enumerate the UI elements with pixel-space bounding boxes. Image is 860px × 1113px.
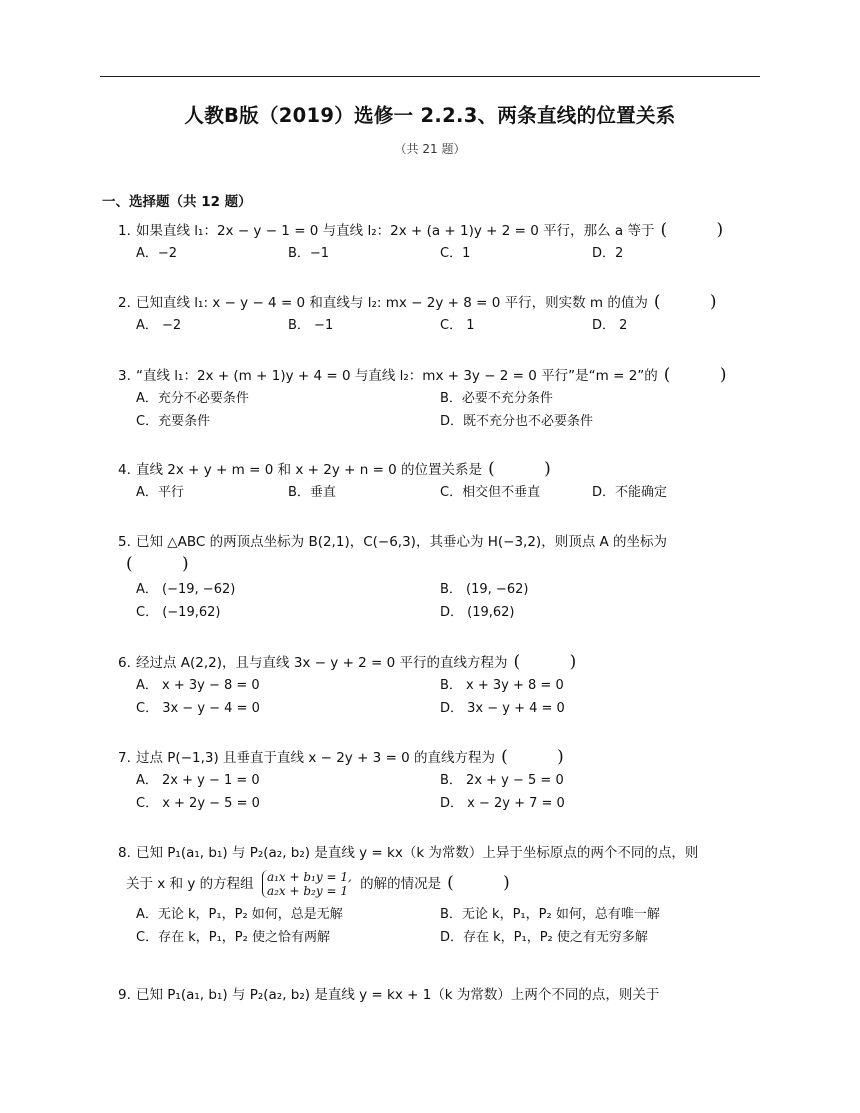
option-d: D．既不充分也不必要条件 (440, 414, 594, 429)
question-4 (118, 459, 763, 504)
answer-blank: ( ) (126, 554, 211, 574)
option-d: D．2 (592, 246, 624, 261)
question-stem: 如果直线 l₁：2x − y − 1 = 0 与直线 l₂：2x + (a + 1)y + 2 = 0 平行，那么 a 等于 (136, 223, 655, 239)
answer-blank: ( ) (447, 873, 532, 893)
option-d: D． (19,62) (440, 605, 515, 620)
option-a: A．−2 (136, 246, 178, 261)
option-d: D． x − 2y + 7 = 0 (440, 796, 565, 811)
header-rule (100, 76, 760, 77)
question-stem: 已知 P₁(a₁, b₁) 与 P₂(a₂, b₂) 是直线 y = kx（k 为常数）上异于坐标原点的两个不同的点，则 (136, 845, 699, 861)
question-number: 8. (118, 845, 131, 861)
option-b: B．−1 (288, 246, 330, 261)
option-c: C． 3x − y − 4 = 0 (136, 701, 260, 716)
answer-blank: ( ) (660, 220, 746, 240)
equation-2: a₂x + b₂y = 1 (266, 884, 348, 898)
page-title: 人教B版（2019）选修一 2.2.3、两条直线的位置关系 (184, 104, 676, 127)
option-c: C． 1 (440, 318, 475, 333)
question-count: （共 21 题） (394, 142, 466, 156)
question-5 (118, 532, 763, 624)
question-stem: “直线 l₁：2x + (m + 1)y + 4 = 0 与直线 l₂：mx + 3y − 2 = 0 平行”是“m = 2”的 (136, 368, 658, 384)
option-b: B． −1 (288, 318, 334, 333)
option-b: B． x + 3y + 8 = 0 (440, 678, 564, 693)
question-number: 9. (118, 987, 131, 1003)
question-number: 4. (118, 462, 131, 478)
option-b: B． (19, −62) (440, 582, 529, 597)
option-d: D．不能确定 (592, 485, 668, 500)
option-c: C．1 (440, 246, 471, 261)
question-stem: 已知 P₁(a₁, b₁) 与 P₂(a₂, b₂) 是直线 y = kx + 1（k 为常数）上两个不同的点，则关于 (136, 987, 660, 1003)
question-8 (118, 843, 763, 949)
question-1 (118, 220, 763, 265)
question-stem: 经过点 A(2,2)，且与直线 3x − y + 2 = 0 平行的直线方程为 (136, 655, 508, 671)
option-a: A．无论 k，P₁，P₂ 如何，总是无解 (136, 907, 343, 922)
equation-system (262, 870, 352, 898)
question-number: 6. (118, 655, 131, 671)
question-number: 7. (118, 750, 131, 766)
option-b: B． 2x + y − 5 = 0 (440, 773, 564, 788)
section-title: 一、选择题（共 12 题） (102, 194, 252, 210)
option-c: C． x + 2y − 5 = 0 (136, 796, 260, 811)
option-d: D．存在 k，P₁，P₂ 使之有无穷多解 (440, 930, 648, 945)
question-3 (118, 365, 763, 433)
answer-blank: ( ) (663, 365, 749, 385)
question-stem-tail: 的解的情况是 (360, 876, 442, 892)
option-a: A． −2 (136, 318, 182, 333)
question-stem: 已知直线 l₁: x − y − 4 = 0 和直线与 l₂: mx − 2y + 8 = 0 平行，则实数 m 的值为 (136, 295, 648, 311)
option-a: A．平行 (136, 485, 184, 500)
option-a: A． x + 3y − 8 = 0 (136, 678, 260, 693)
option-d: D． 2 (592, 318, 628, 333)
answer-blank: ( ) (488, 459, 573, 479)
question-stem: 已知 △ABC 的两顶点坐标为 B(2,1)，C(−6,3)，其垂心为 H(−3,2)，则顶点 A 的坐标为 (136, 534, 668, 550)
option-d: D． 3x − y + 4 = 0 (440, 701, 565, 716)
option-c: C． (−19,62) (136, 605, 221, 620)
option-b: B．必要不充分条件 (440, 391, 553, 406)
option-b: B．垂直 (288, 485, 336, 500)
question-number: 3. (118, 368, 131, 384)
answer-blank: ( ) (501, 747, 586, 767)
answer-blank: ( ) (653, 292, 739, 312)
question-number: 5. (118, 534, 131, 550)
option-b: B．无论 k，P₁，P₂ 如何，总有唯一解 (440, 907, 660, 922)
question-2 (118, 292, 763, 337)
answer-blank: ( ) (513, 652, 599, 672)
option-a: A． 2x + y − 1 = 0 (136, 773, 260, 788)
option-a: A． (−19, −62) (136, 582, 236, 597)
option-c: C．相交但不垂直 (440, 485, 541, 500)
option-c: C．存在 k，P₁，P₂ 使之恰有两解 (136, 930, 330, 945)
question-6 (118, 652, 763, 720)
equation-1: a₁x + b₁y = 1, (266, 870, 352, 884)
question-7 (118, 747, 763, 815)
option-c: C．充要条件 (136, 414, 211, 429)
question-number: 2. (118, 295, 131, 311)
question-number: 1. (118, 223, 131, 239)
question-stem: 过点 P(−1,3) 且垂直于直线 x − 2y + 3 = 0 的直线方程为 (136, 750, 496, 766)
option-a: A．充分不必要条件 (136, 391, 249, 406)
question-stem-continued: 关于 x 和 y 的方程组 (126, 876, 254, 892)
question-stem: 直线 2x + y + m = 0 和 x + 2y + n = 0 的位置关系是 (136, 462, 483, 478)
question-9 (118, 985, 763, 1007)
